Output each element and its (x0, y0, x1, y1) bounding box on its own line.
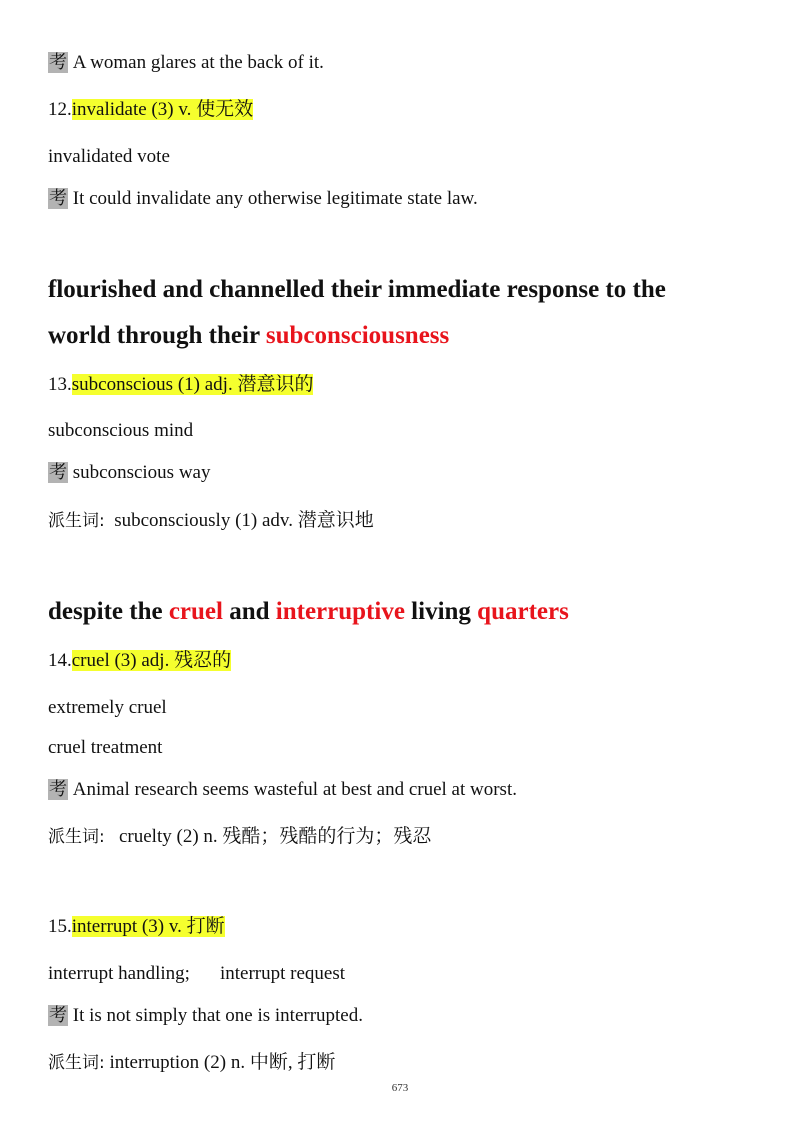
heading-keyword: interruptive (275, 598, 405, 625)
kao-marker: 考 (49, 52, 67, 73)
collocation: interrupt request (219, 963, 345, 984)
entry-15-derived-line (48, 1050, 335, 1076)
example-text: It could invalidate any otherwise legitimate state law. (72, 188, 478, 209)
derived-label: 派生词: (48, 1053, 105, 1073)
entry-number: 14. (48, 650, 72, 671)
derived-word: subconsciously (1) adv. 潜意识地 (114, 510, 374, 531)
entry-13-collocation: subconscious mind (48, 420, 194, 441)
entry-14-example-line (48, 777, 517, 803)
kao-marker: 考 (49, 1005, 67, 1026)
entry-14-collocation: extremely cruel (48, 697, 167, 718)
kao-marker: 考 (49, 779, 67, 800)
entry-12-collocation: invalidated vote (48, 146, 170, 167)
example-text: subconscious way (72, 462, 211, 483)
heading-text: world through their (48, 322, 266, 349)
heading-keyword: cruel (168, 598, 223, 625)
entry-13-example-line (48, 460, 210, 486)
derived-word: cruelty (2) n. 残酷；残酷的行为；残忍 (118, 826, 432, 847)
example-line (48, 50, 324, 76)
entry-12-example-line (48, 186, 478, 212)
entry-headword: cruel (3) adj. 残忍的 (71, 650, 232, 671)
collocation: interrupt handling; (48, 963, 190, 984)
entry-14-headword-line (48, 648, 231, 674)
page-number: 673 (391, 1082, 409, 1094)
section-heading-line (48, 595, 569, 629)
heading-keyword: quarters (477, 598, 569, 625)
section-heading-line (48, 319, 449, 353)
entry-number: 12. (48, 99, 72, 120)
derived-label: 派生词: (48, 827, 105, 847)
entry-number: 13. (48, 374, 72, 395)
entry-headword: interrupt (3) v. 打断 (71, 916, 225, 937)
heading-text: and (222, 598, 276, 625)
entry-15-example-line (48, 1003, 363, 1029)
entry-13-headword-line (48, 372, 313, 398)
entry-13-derived-line (48, 508, 374, 534)
example-text: Animal research seems wasteful at best and cruel at worst. (72, 779, 517, 800)
kao-marker: 考 (49, 462, 67, 483)
derived-word: interruption (2) n. 中断, 打断 (109, 1052, 336, 1073)
entry-12-headword-line (48, 97, 253, 123)
entry-headword: invalidate (3) v. 使无效 (71, 99, 254, 120)
entry-15-headword-line (48, 914, 225, 940)
example-text: It is not simply that one is interrupted. (72, 1005, 363, 1026)
heading-keyword: subconsciousness (265, 322, 450, 349)
entry-14-collocation: cruel treatment (48, 737, 163, 758)
heading-text: living (404, 598, 478, 625)
kao-marker: 考 (49, 188, 67, 209)
section-heading-line: flourished and channelled their immediate response to the (48, 276, 666, 303)
example-text: A woman glares at the back of it. (72, 52, 324, 73)
heading-text: despite the (48, 598, 169, 625)
entry-14-derived-line (48, 824, 431, 850)
derived-label: 派生词: (48, 511, 105, 531)
entry-15-collocation-line (48, 961, 345, 987)
entry-number: 15. (48, 916, 72, 937)
entry-headword: subconscious (1) adj. 潜意识的 (71, 374, 314, 395)
